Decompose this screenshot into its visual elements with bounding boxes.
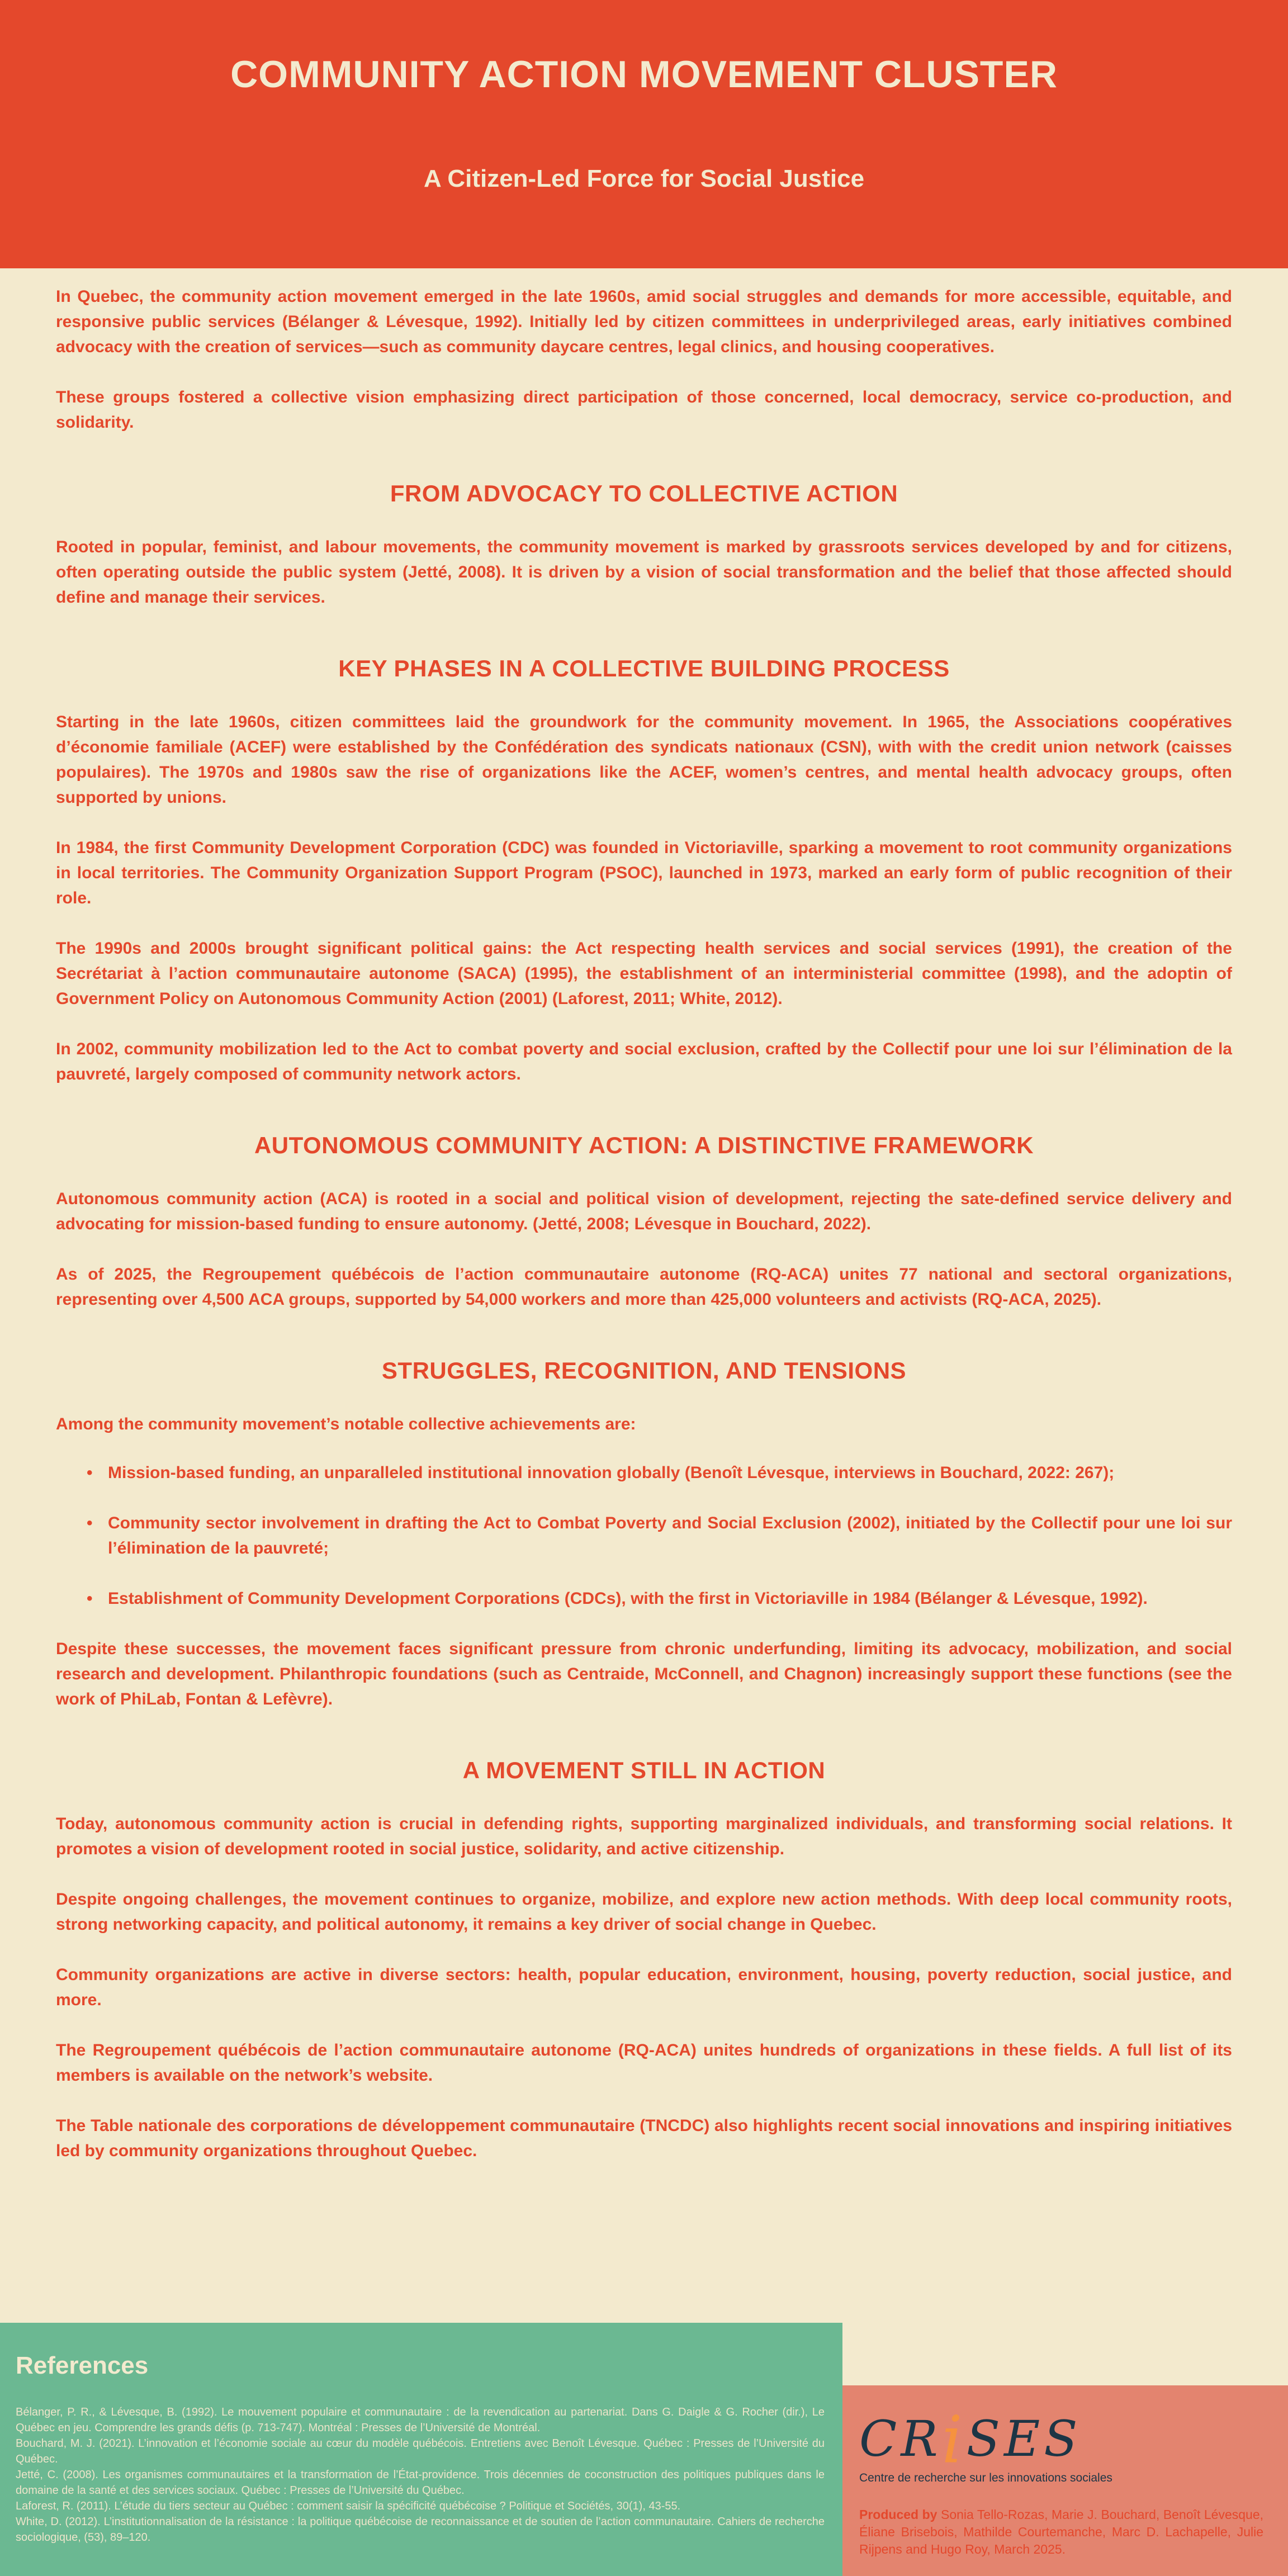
- section-paragraph: Starting in the late 1960s, citizen committees laid the groundwork for the community movement. In 1965, the Associations coopératives d’économie familiale (ACEF) were established by the Confédération des syndicats nationaux (CSN), with with the credit union network (caisses populaires). The 1970s and 1980s saw the rise of organizations like the ACEF, women’s centres, and mental health advocacy groups, often supported by unions.: [56, 713, 1232, 807]
- logo-text-part: CR: [859, 2410, 942, 2468]
- section-heading-struggles: STRUGGLES, RECOGNITION, AND TENSIONS: [381, 1357, 907, 1384]
- section-paragraph: The 1990s and 2000s brought significant political gains: the Act respecting health services and social services (1991), the creation of the Secrétariat à l’action communautaire autonome (SACA) (1995), the establishment of an interministerial committee (1998), and the adoptin of Government Policy on Autonomous Community Action (2001) (Laforest, 2011; White, 2012).: [56, 939, 1232, 1008]
- section-paragraph: Despite these successes, the movement faces significant pressure from chronic underfunding, limiting its advocacy, mobilization, and social research and development. Philanthropic foundations (such as Centraide, McConnell, and Chagnon) increasingly support these functions (see the work of PhiLab, Fontan & Lefèvre).: [56, 1640, 1232, 1708]
- references-panel: [0, 2323, 842, 2576]
- section-paragraph: In 2002, community mobilization led to the Act to combat poverty and social exclusion, crafted by the Collectif pour une loi sur l’élimination de la pauvreté, largely composed of community network actors.: [56, 1040, 1232, 1083]
- section-heading-still-in-action: A MOVEMENT STILL IN ACTION: [462, 1757, 826, 1783]
- logo-i-accent: i: [941, 2402, 967, 2478]
- reference-entry: Laforest, R. (2011). L’étude du tiers secteur au Québec : comment saisir la spécificité québécoise ? Politique et Sociétés, 30(1), 43-55.: [16, 2500, 681, 2512]
- section-paragraph: The Regroupement québécois de l’action communautaire autonome (RQ-ACA) unites hundreds of organizations in these fields. A full list of its members is available on the network’s website.: [56, 2041, 1232, 2085]
- list-item: • Mission-based funding, an unparalleled institutional innovation globally (Benoît Lévesque, interviews in Bouchard, 2022: 267);: [87, 1460, 1232, 1485]
- reference-entry: Bélanger, P. R., & Lévesque, B. (1992). Le mouvement populaire et communautaire : de la revendication au partenariat. Dans G. Daigle & G. Rocher (dir.), Le Québec en jeu. Comprendre les grands défis (p. 713-747). Montréal : Presses de l’Université de Montréal.: [16, 2406, 825, 2434]
- produced-by: [859, 2506, 1263, 2558]
- logo-text-part: SES: [966, 2410, 1082, 2468]
- section-paragraph: Autonomous community action (ACA) is rooted in a social and political vision of development, rejecting the sate-defined service delivery and advocating for mission-based funding to ensure autonomy. (Jetté, 2008; Lévesque in Bouchard, 2022).: [56, 1190, 1232, 1233]
- crises-tagline: Centre de recherche sur les innovations sociales: [859, 2471, 1112, 2484]
- section-paragraph: As of 2025, the Regroupement québécois de l’action communautaire autonome (RQ-ACA) unites 77 national and sectoral organizations, representing over 4,500 ACA groups, supported by 54,000 workers and more than 425,000 volunteers and activists (RQ-ACA, 2025).: [56, 1265, 1232, 1309]
- masthead: [0, 0, 1288, 268]
- section-paragraph: In 1984, the first Community Development Corporation (CDC) was founded in Victoriaville, sparking a movement to root community organizations in local territories. The Community Organization Support Program (PSOC), launched in 1973, marked an early form of public recognition of their role.: [56, 839, 1232, 907]
- reference-entry: Jetté, C. (2008). Les organismes communautaires et la transformation de l’État-providence. Trois décennies de coconstruction des politiques publiques dans le domaine de la santé et des services sociaux. Québec : Presses de l’Université du Québec.: [16, 2469, 825, 2497]
- reference-entry: White, D. (2012). L’institutionnalisation de la résistance : la politique québécoise de reconnaissance et de soutien de l’action communautaire. Cahiers de recherche sociologique, (53), 89–120.: [16, 2516, 825, 2544]
- achievements-list: [56, 1460, 1232, 1611]
- section-paragraph: Community organizations are active in diverse sectors: health, popular education, environment, housing, poverty reduction, social justice, and more.: [56, 1966, 1232, 2009]
- list-item: • Community sector involvement in drafting the Act to Combat Poverty and Social Exclusion (2002), initiated by the Collectif pour une loi sur l’élimination de la pauvreté;: [87, 1510, 1232, 1561]
- section-paragraph: Despite ongoing challenges, the movement continues to organize, mobilize, and explore new action methods. With deep local community roots, strong networking capacity, and political autonomy, it remains a key driver of social change in Quebec.: [56, 1890, 1232, 1934]
- reference-entry: Bouchard, M. J. (2021). L’innovation et l’économie sociale au cœur du modèle québécois. Entretiens avec Benoît Lévesque. Québec : Presses de l’Université du Québec.: [16, 2437, 825, 2465]
- brand-panel: [842, 2385, 1288, 2576]
- section-heading-advocacy: FROM ADVOCACY TO COLLECTIVE ACTION: [390, 480, 898, 506]
- list-item: • Establishment of Community Development Corporations (CDCs), with the first in Victoriaville in 1984 (Bélanger & Lévesque, 1992).: [87, 1586, 1232, 1611]
- section-paragraph: Today, autonomous community action is crucial in defending rights, supporting marginalized individuals, and transforming social relations. It promotes a vision of development rooted in social justice, solidarity, and active citizenship.: [56, 1815, 1232, 1858]
- section-paragraph: The Table nationale des corporations de développement communautaire (TNCDC) also highlights recent social innovations and inspiring initiatives led by community organizations throughout Quebec.: [56, 2116, 1232, 2160]
- section-heading-aca-framework: AUTONOMOUS COMMUNITY ACTION: A DISTINCTIVE FRAMEWORK: [254, 1132, 1034, 1158]
- intro-paragraph: In Quebec, the community action movement emerged in the late 1960s, amid social struggles and demands for more accessible, equitable, and responsive public services (Bélanger & Lévesque, 1992). Initially led by citizen committees in underprivileged areas, early initiatives combined advocacy with the creation of services—such as community daycare centres, legal clinics, and housing cooperatives.: [56, 287, 1232, 356]
- page-subtitle: A Citizen-Led Force for Social Justice: [423, 165, 865, 192]
- intro-paragraph: These groups fostered a collective vision emphasizing direct participation of those concerned, local democracy, service co-production, and solidarity.: [56, 388, 1232, 432]
- section-heading-key-phases: KEY PHASES IN A COLLECTIVE BUILDING PROCESS: [338, 655, 950, 681]
- page-title: COMMUNITY ACTION MOVEMENT CLUSTER: [230, 53, 1058, 96]
- references-heading: References: [16, 2352, 149, 2379]
- produced-by-label: Produced by: [859, 2507, 941, 2522]
- produced-by-names: Sonia Tello-Rozas, Marie J. Bouchard, Benoît Lévesque, Éliane Brisebois, Mathilde Courtemanche, Marc D. Lachapelle, Julie Rijpens and Hugo Roy, March 2025.: [859, 2507, 1263, 2556]
- section-paragraph: Rooted in popular, feminist, and labour movements, the community movement is marked by grassroots services developed by and for citizens, often operating outside the public system (Jetté, 2008). It is driven by a vision of social transformation and the belief that those affected should define and manage their services.: [56, 538, 1232, 607]
- body-content: [0, 268, 1288, 2323]
- achievements-lead: Among the community movement’s notable collective achievements are:: [56, 1415, 636, 1433]
